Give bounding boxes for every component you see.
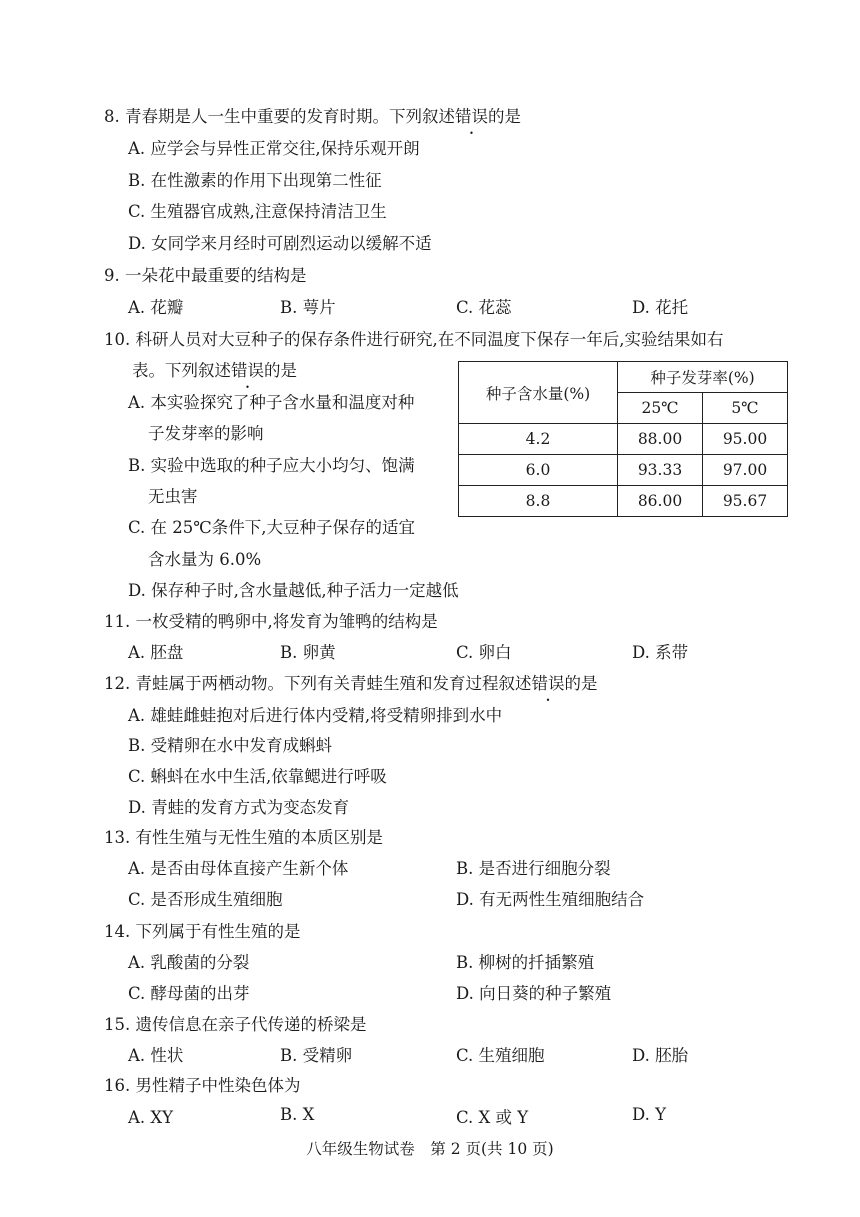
emphasis-text: 错误: [455, 107, 488, 126]
option-15a: A. 性状: [128, 1046, 184, 1065]
option-16d: D. Y: [632, 1105, 667, 1124]
option-10a: A. 本实验探究了种子含水量和温度对种: [128, 393, 415, 412]
option-11c: C. 卵白: [456, 643, 512, 662]
emphasis-text: 错误: [531, 674, 565, 693]
option-12d: D. 青蛙的发育方式为变态发育: [128, 798, 350, 817]
question-16-stem: 16. 男性精子中性染色体为: [104, 1076, 301, 1095]
option-13a: A. 是否由母体直接产生新个体: [128, 859, 349, 878]
question-9-stem: 9. 一朵花中最重要的结构是: [104, 266, 307, 285]
option-11d: D. 系带: [632, 643, 689, 662]
option-8b: B. 在性激素的作用下出现第二性征: [128, 171, 382, 190]
option-10b-cont: 无虫害: [148, 487, 198, 506]
question-13-stem: 13. 有性生殖与无性生殖的本质区别是: [104, 828, 383, 847]
question-15-stem: 15. 遗传信息在亲子代传递的桥梁是: [104, 1015, 367, 1034]
option-9b: B. 萼片: [280, 298, 336, 317]
option-12c: C. 蝌蚪在水中生活,依靠鳃进行呼吸: [128, 767, 387, 786]
option-9a: A. 花瓣: [128, 298, 184, 317]
water-content-header: 种子含水量(%): [459, 362, 618, 424]
temp-5-header: 5℃: [703, 393, 788, 424]
germination-rate-header: 种子发芽率(%): [618, 362, 788, 393]
option-10d: D. 保存种子时,含水量越低,种子活力一定越低: [128, 581, 459, 600]
option-16c: C. X 或 Y: [456, 1108, 529, 1127]
option-13c: C. 是否形成生殖细胞: [128, 890, 283, 909]
option-8d: D. 女同学来月经时可剧烈运动以缓解不适: [128, 234, 432, 253]
experiment-table: [458, 361, 788, 517]
option-10a-cont: 子发芽率的影响: [148, 424, 264, 443]
option-9c: C. 花蕊: [456, 298, 512, 317]
stem-text: 的是: [264, 361, 297, 380]
question-12-stem: [104, 673, 598, 695]
table-cell: 6.0: [459, 455, 618, 486]
table-cell: 97.00: [703, 455, 788, 486]
option-14d: D. 向日葵的种子繁殖: [456, 984, 612, 1003]
question-11-stem: 11. 一枚受精的鸭卵中,将发育为雏鸭的结构是: [104, 612, 438, 631]
table-cell: 93.33: [618, 455, 703, 486]
table-row: [459, 455, 788, 486]
stem-text: 的是: [488, 107, 521, 126]
emphasis-text: 错误: [231, 361, 264, 380]
option-14b: B. 柳树的扦插繁殖: [456, 953, 595, 972]
option-10b: B. 实验中选取的种子应大小均匀、饱满: [128, 456, 415, 475]
option-13b: B. 是否进行细胞分裂: [456, 859, 611, 878]
table-cell: 8.8: [459, 486, 618, 517]
table-row: [459, 424, 788, 455]
option-14c: C. 酵母菌的出芽: [128, 984, 250, 1003]
option-16b: B. X: [280, 1105, 315, 1124]
option-11b: B. 卵黄: [280, 643, 336, 662]
table-cell: 95.67: [703, 486, 788, 517]
table-cell: 95.00: [703, 424, 788, 455]
option-15c: C. 生殖细胞: [456, 1046, 545, 1065]
question-8-stem: [104, 106, 521, 128]
option-12b: B. 受精卵在水中发育成蝌蚪: [128, 736, 333, 755]
option-8c: C. 生殖器官成熟,注意保持清洁卫生: [128, 202, 387, 221]
question-10-stem: 10. 科研人员对大豆种子的保存条件进行研究,在不同温度下保存一年后,实验结果如右: [104, 330, 724, 349]
option-11a: A. 胚盘: [128, 643, 184, 662]
page-footer: 八年级生物试卷 第 2 页(共 10 页): [306, 1140, 554, 1158]
temp-25-header: 25℃: [618, 393, 703, 424]
option-13d: D. 有无两性生殖细胞结合: [456, 890, 645, 909]
table-cell: 86.00: [618, 486, 703, 517]
option-16a: A. XY: [128, 1108, 174, 1127]
stem-text: 8. 青春期是人一生中重要的发育时期。下列叙述: [104, 107, 455, 126]
option-15d: D. 胚胎: [632, 1046, 689, 1065]
stem-text: 12. 青蛙属于两栖动物。下列有关青蛙生殖和发育过程叙述: [104, 674, 532, 693]
option-10c-cont: 含水量为 6.0%: [148, 550, 262, 569]
question-14-stem: 14. 下列属于有性生殖的是: [104, 922, 301, 941]
stem-text: 的是: [564, 674, 598, 693]
table-row: [459, 486, 788, 517]
option-14a: A. 乳酸菌的分裂: [128, 953, 250, 972]
table-cell: 4.2: [459, 424, 618, 455]
option-10c: C. 在 25℃条件下,大豆种子保存的适宜: [128, 518, 415, 537]
question-10-stem-cont: [132, 360, 297, 382]
table-cell: 88.00: [618, 424, 703, 455]
option-15b: B. 受精卵: [280, 1046, 353, 1065]
stem-text: 表。下列叙述: [132, 361, 231, 380]
option-9d: D. 花托: [632, 298, 689, 317]
option-8a: A. 应学会与异性正常交往,保持乐观开朗: [128, 139, 420, 158]
option-12a: A. 雄蛙雌蛙抱对后进行体内受精,将受精卵排到水中: [128, 706, 503, 725]
